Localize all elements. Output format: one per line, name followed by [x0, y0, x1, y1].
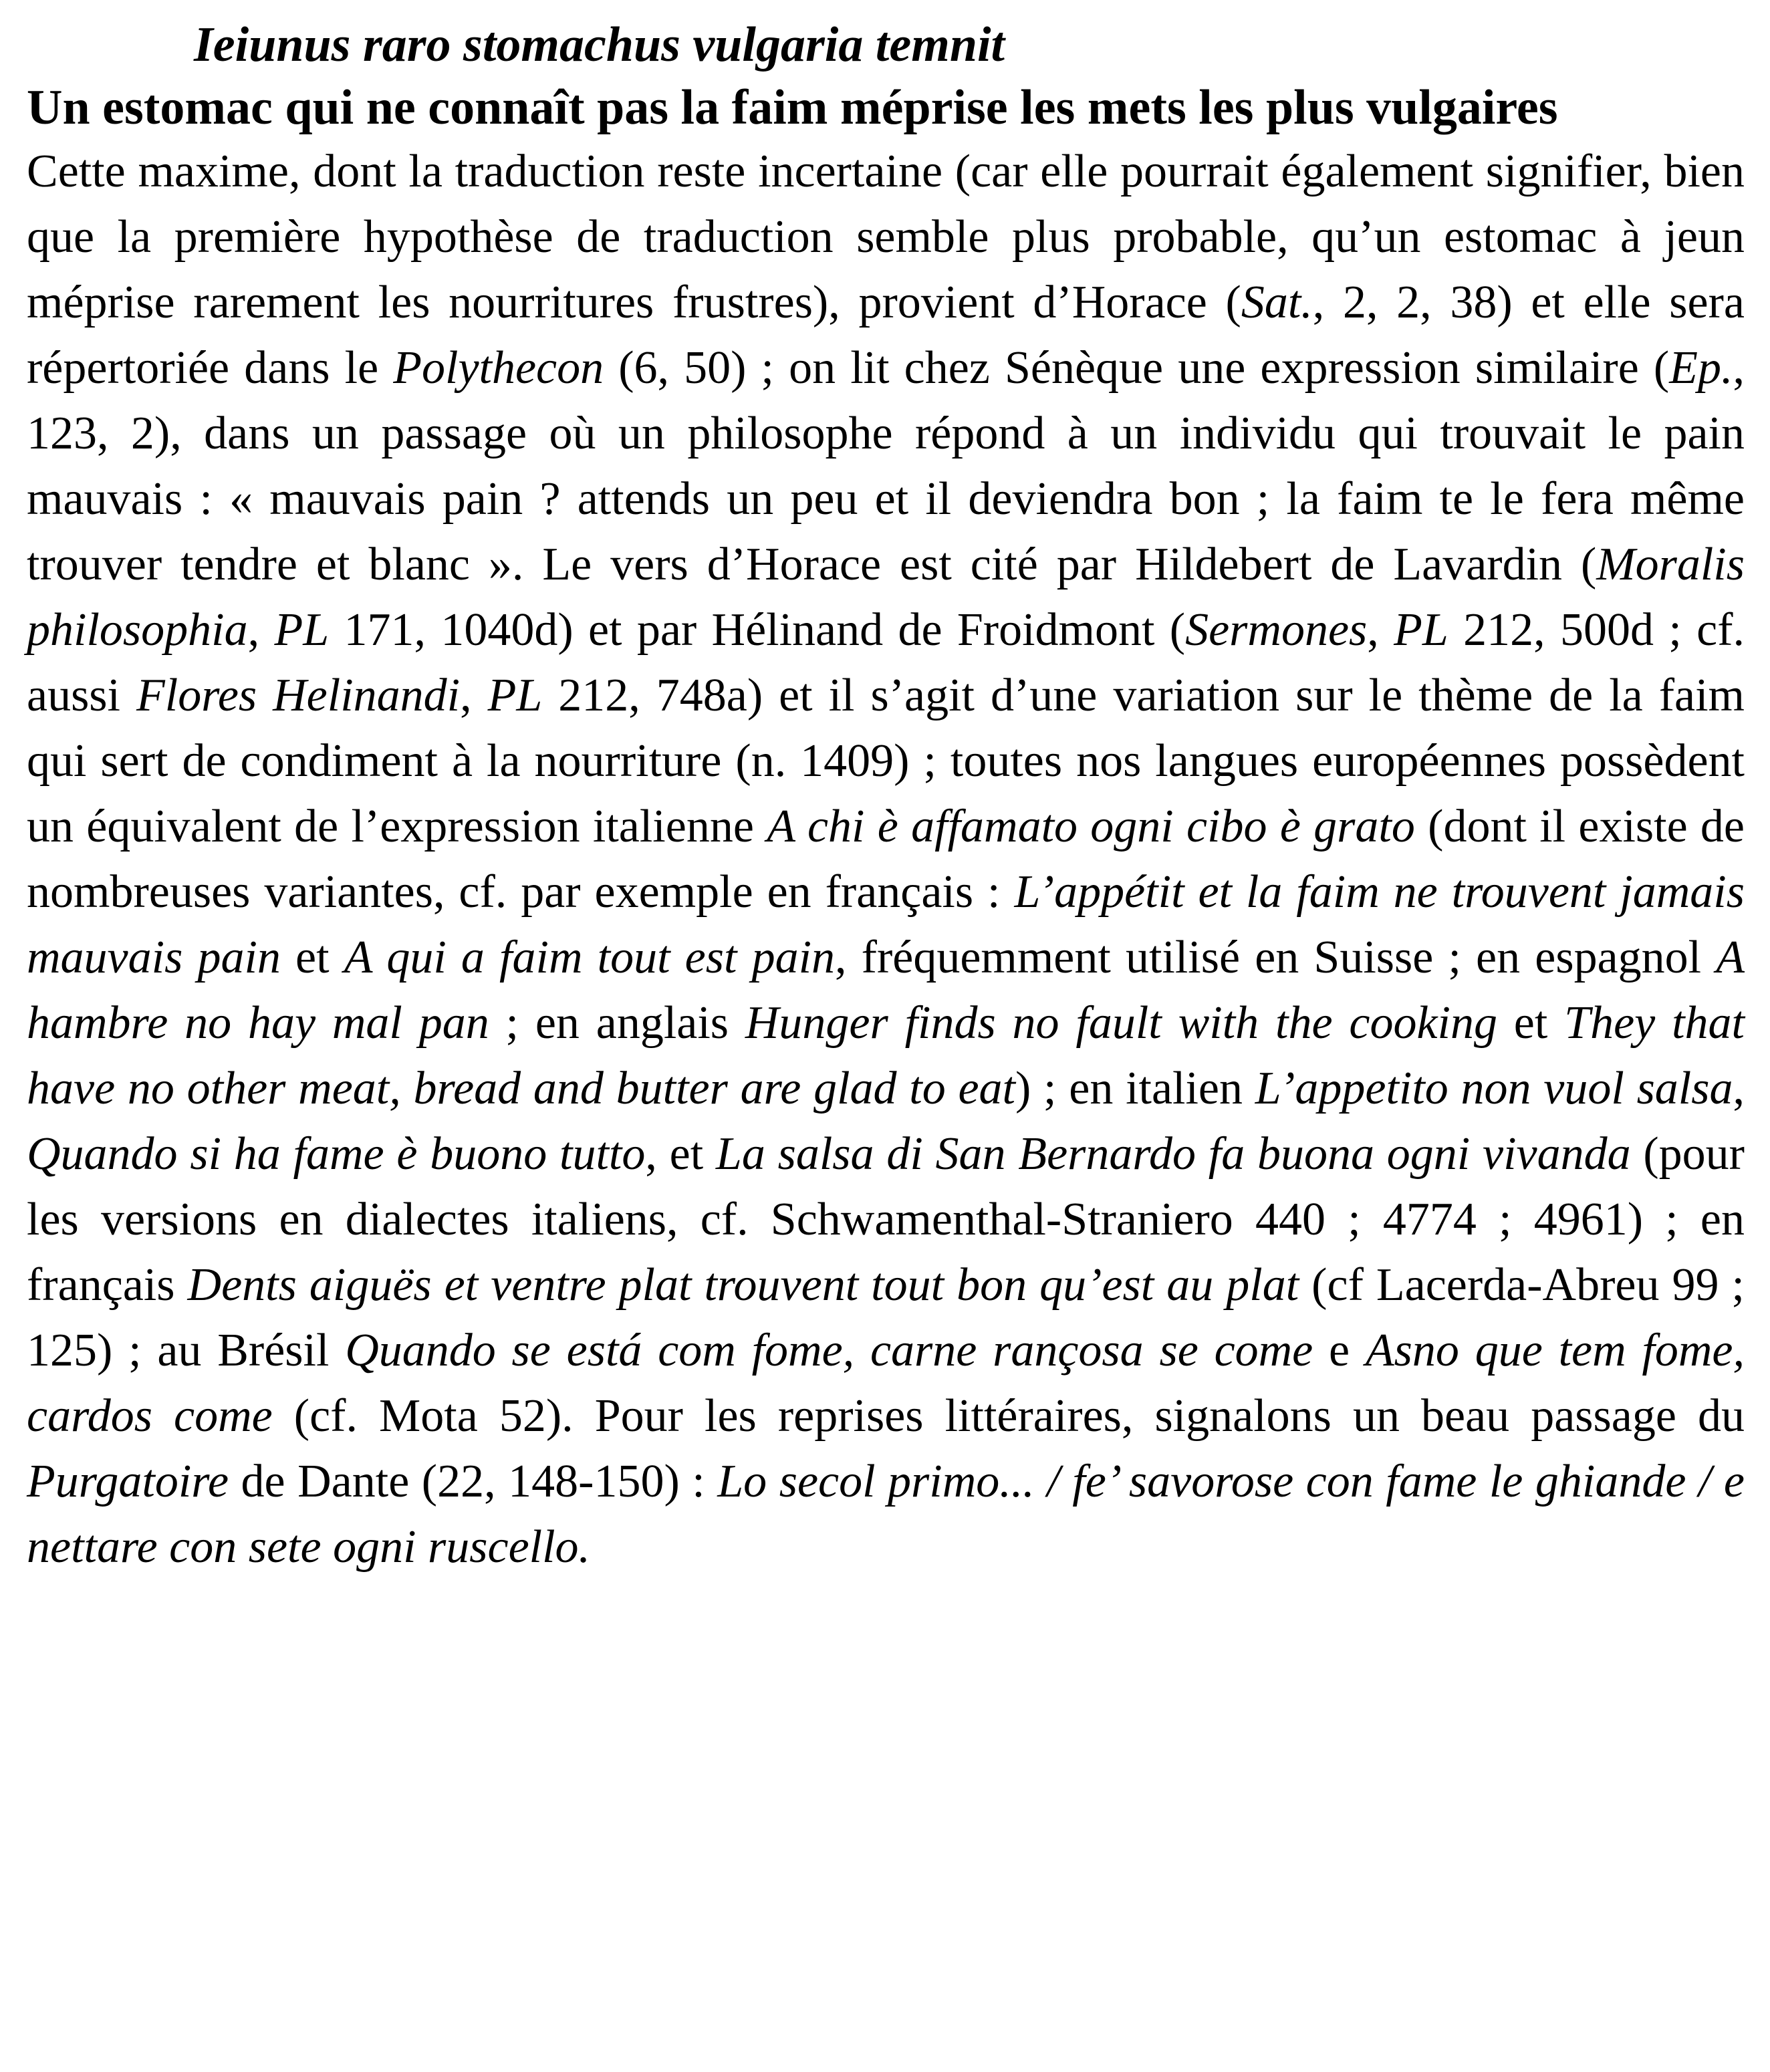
text-run: , 123, 2), dans un passage où un philosophe répond à un individu qui trouvait le pain mauvais : « mauvais pain ? attends un peu et il deviendra bon ; la faim te le fera même trouver tendre et blanc ». Le vers d’Horace est cité par Hildebert de Lavardin (: [27, 342, 1745, 590]
italic-citation: Hunger finds no fault with the cooking: [745, 997, 1497, 1049]
french-translation-title: Un estomac qui ne connaît pas la faim méprise les mets les plus vulgaires: [27, 80, 1558, 135]
text-run: et: [280, 932, 344, 983]
latin-maxim-title: Ieiunus raro stomachus vulgaria temnit: [194, 17, 1005, 72]
italic-citation: A qui a faim tout est pain: [344, 932, 836, 983]
text-run: ,: [1367, 604, 1394, 656]
text-run: ,: [1733, 1063, 1745, 1114]
italic-citation: Purgatoire: [27, 1456, 229, 1507]
italic-citation: Ep.: [1669, 342, 1733, 394]
text-run: 171, 1040d) et par Hélinand de Froidmont (: [329, 604, 1186, 656]
text-run: (dont il existe de nombreuses variantes, cf. par exemple en français :: [27, 801, 1745, 918]
text-run: , et: [645, 1128, 716, 1180]
text-run: (cf. Mota 52). Pour les reprises littéraires, signalons un beau passage du: [272, 1390, 1745, 1442]
italic-citation: A chi è affamato ogni cibo è grato: [767, 801, 1415, 852]
italic-citation: A hambre no hay mal pan: [27, 932, 1745, 1049]
italic-citation: Quando si ha fame è buono tutto: [27, 1128, 646, 1180]
text-run: ) ; en italien: [1015, 1063, 1255, 1114]
commentary-paragraph: [27, 139, 1745, 1580]
text-run: 212, 748a) et il s’agit d’une variation sur le thème de la faim qui sert de condiment à la nourriture (n. 1409) ; toutes nos langues européennes possèdent un équivalent de l’expression italienne: [27, 670, 1745, 852]
text-run: ; en anglais: [489, 997, 745, 1049]
italic-citation: They that have no other meat, bread and butter are glad to eat: [27, 997, 1745, 1114]
text-run: et: [1497, 997, 1565, 1049]
text-run: e: [1313, 1325, 1366, 1376]
italic-citation: L’appétit et la faim ne trouvent jamais mauvais pain: [27, 866, 1745, 983]
italic-citation: Sat.: [1241, 277, 1313, 328]
italic-citation: Asno que tem fome, cardos come: [27, 1325, 1745, 1442]
text-run: Cette maxime, dont la traduction reste incertaine (car elle pourrait également signifier, bien que la première hypothèse de traduction semble plus probable, qu’un estomac à jeun méprise rarement les nourritures frustres), provient d’Horace (: [27, 146, 1745, 328]
text-run: 212, 500d ; cf. aussi: [27, 604, 1745, 721]
italic-citation: Polythecon: [393, 342, 604, 394]
italic-citation: Sermones: [1185, 604, 1368, 656]
document-page: [27, 13, 1745, 1580]
text-run: (6, 50) ; on lit chez Sénèque une expression similaire (: [604, 342, 1670, 394]
text-run: ,: [460, 670, 488, 721]
italic-citation: L’appetito non vuol salsa: [1255, 1063, 1733, 1114]
text-run: (cf Lacerda-Abreu 99 ; 125) ; au Brésil: [27, 1259, 1745, 1376]
italic-citation: La salsa di San Bernardo fa buona ogni vivanda: [715, 1128, 1631, 1180]
text-run: ,: [247, 604, 275, 656]
text-run: , 2, 2, 38) et elle sera répertoriée dans le: [27, 277, 1745, 394]
italic-citation: Moralis philosophia: [27, 539, 1745, 656]
italic-citation: Dents aiguës et ventre plat trouvent tout bon qu’est au plat: [187, 1259, 1299, 1311]
text-run: , fréquemment utilisé en Suisse ; en espagnol: [835, 932, 1717, 983]
text-run: de Dante (22, 148-150) :: [229, 1456, 718, 1507]
italic-citation: PL: [1394, 604, 1448, 656]
italic-citation: Flores Helinandi: [136, 670, 461, 721]
italic-citation: Quando se está com fome, carne rançosa se come: [345, 1325, 1313, 1376]
italic-citation: PL: [274, 604, 330, 656]
text-run: (pour les versions en dialectes italiens, cf. Schwamenthal-Straniero 440 ; 4774 ; 4961) ; en français: [27, 1128, 1745, 1311]
italic-citation: PL: [487, 670, 543, 721]
italic-citation: Lo secol primo... / fe’ savorose con fame le ghiande / e nettare con sete ogni ruscello.: [27, 1456, 1745, 1573]
